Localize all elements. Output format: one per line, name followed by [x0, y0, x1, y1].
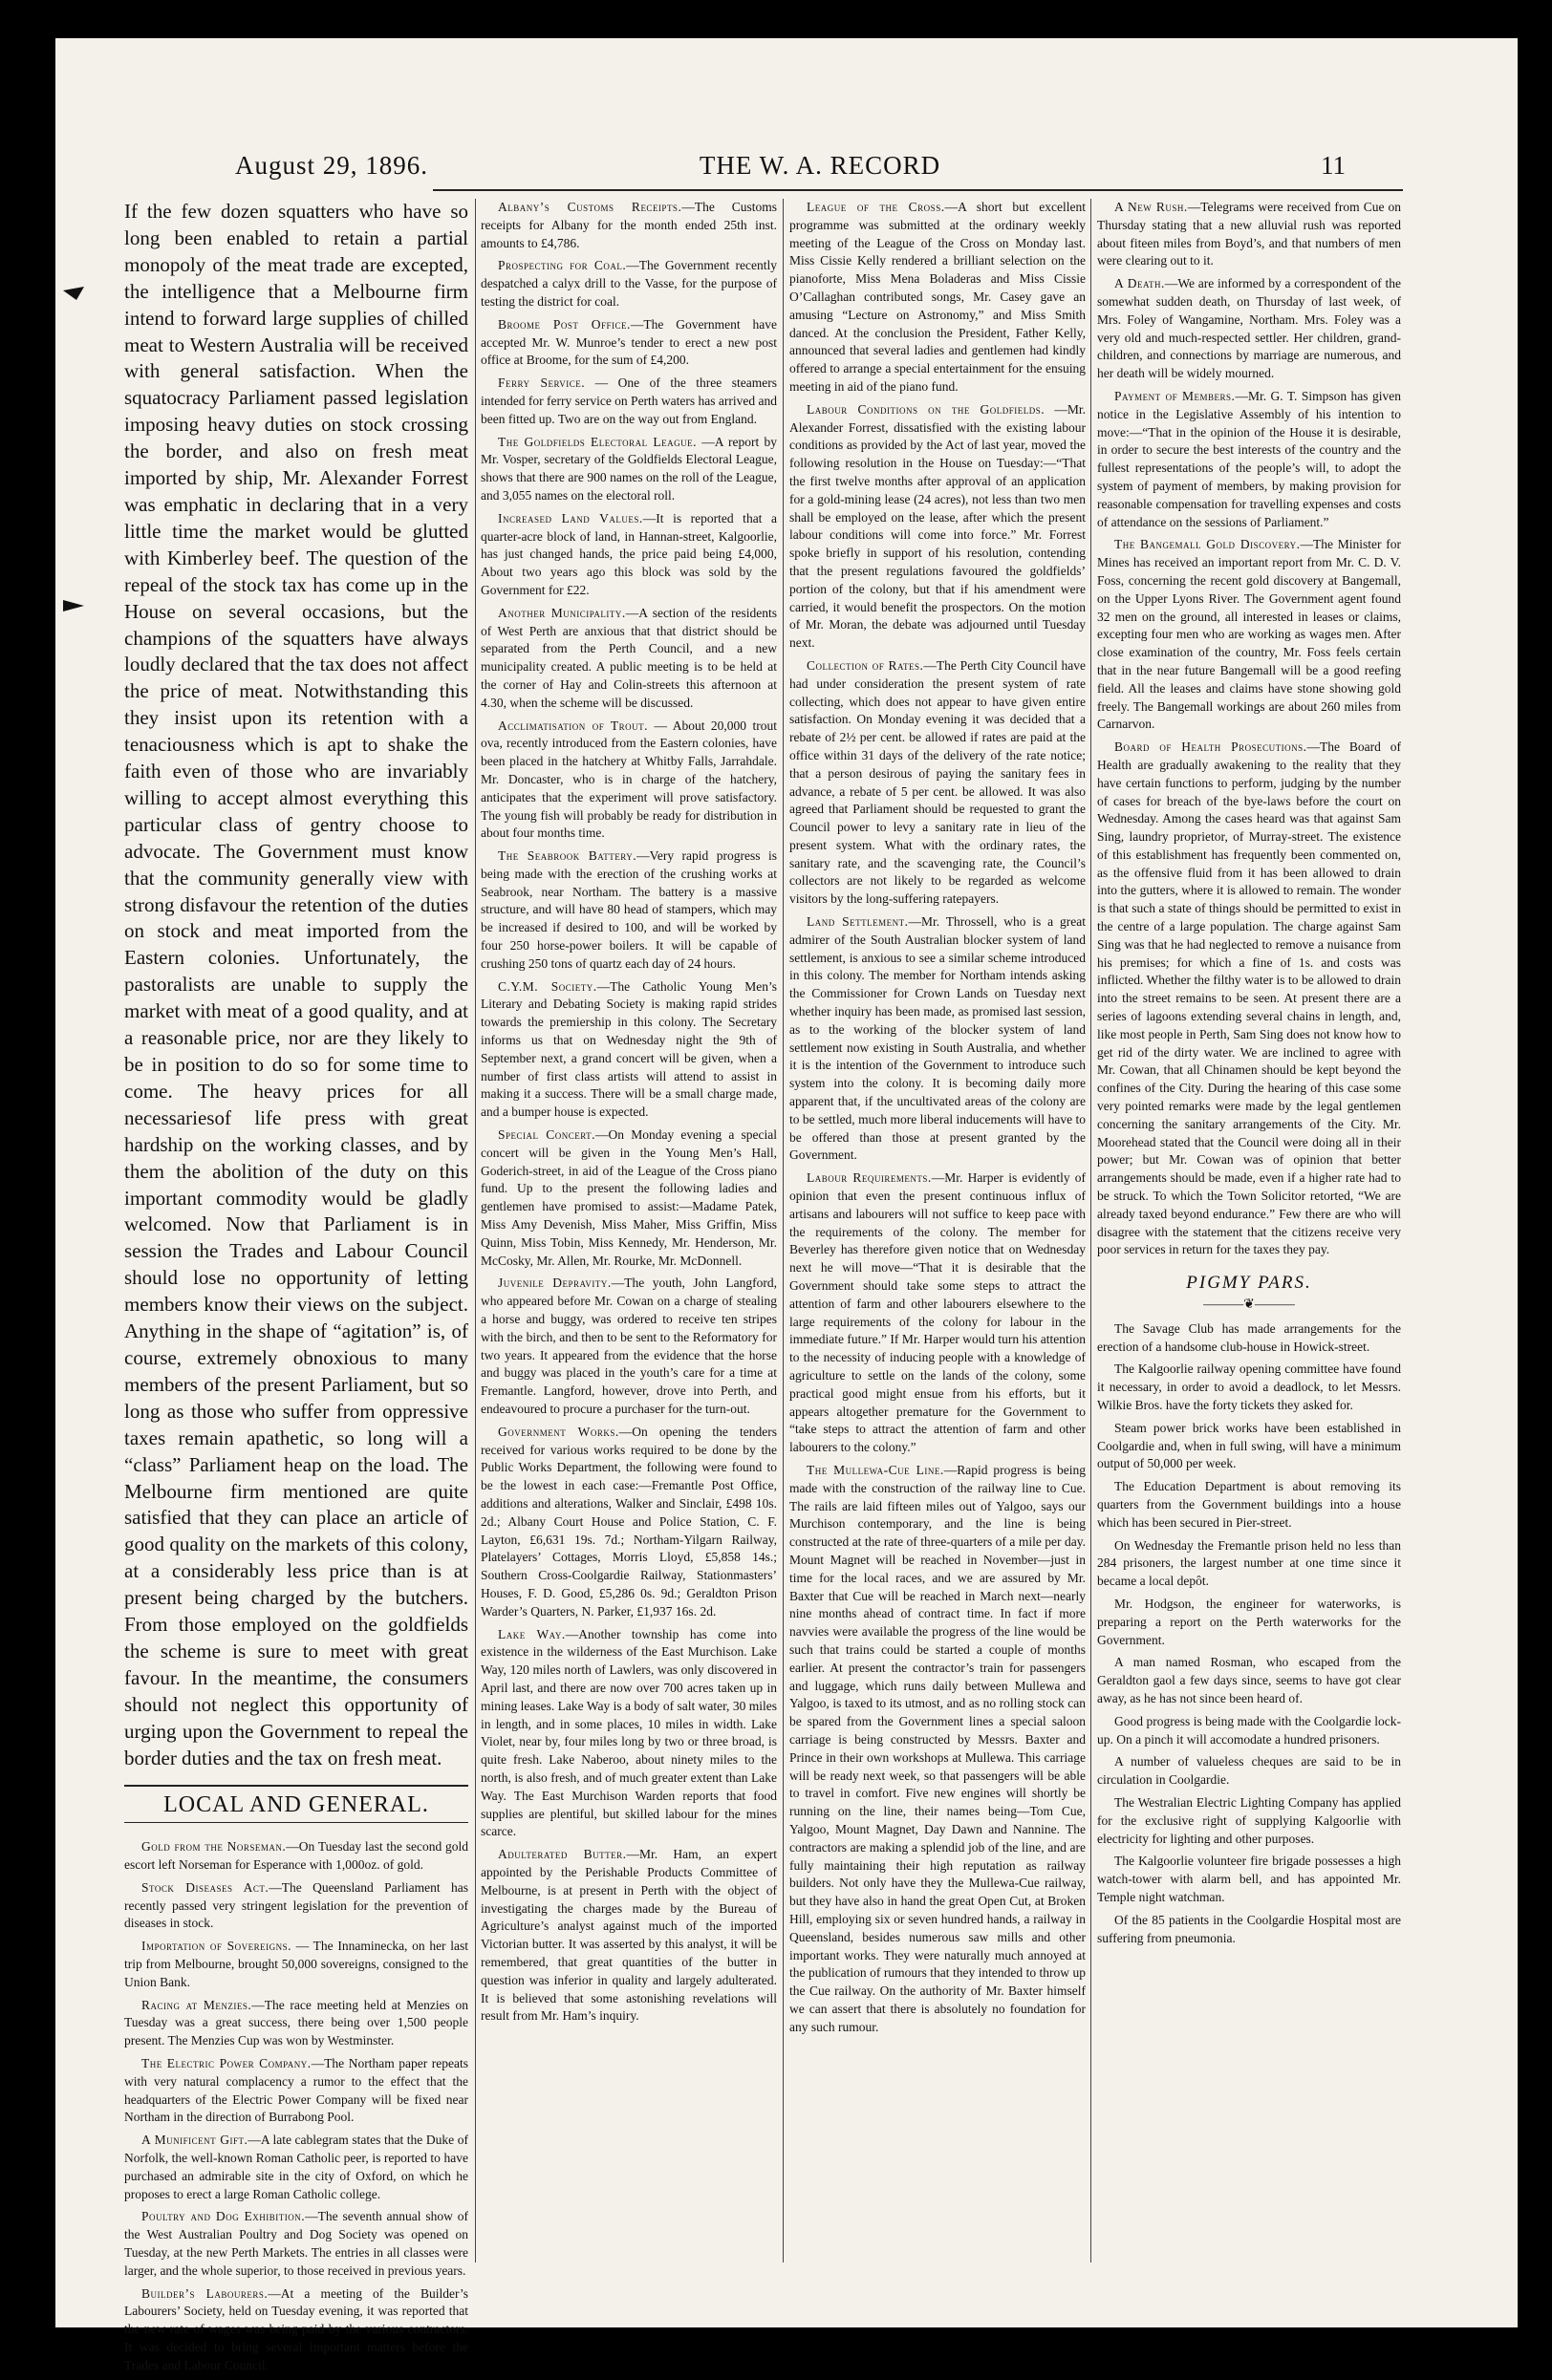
news-item-text: —The race meeting held at Menzies on Tuesday was a great success, there being over 1,500 people present. The Menzies Cup was won by Westminster. [124, 1997, 468, 2048]
news-item-heading: Juvenile Depravity. [498, 1276, 612, 1291]
column-2 [481, 199, 777, 2030]
page-number: 11 [1321, 151, 1346, 180]
pigmy-item: The Education Department is about removing its quarters from the Government buildings into a house which has been secured in Pier-street. [1097, 1479, 1401, 1530]
news-item-heading: C.Y.M. Society. [498, 978, 597, 994]
news-item-heading: Payment of Members. [1114, 388, 1236, 403]
news-item-heading: Increased Land Values. [498, 510, 643, 525]
page-margin-mark [63, 287, 84, 300]
news-item [789, 199, 1086, 397]
news-item-text: —Mr. G. T. Simpson has given notice in the Legislative Assembly of his intention to move:—“That in the opinion of the House it is desirable, in order to secure the best interests of the country and the fullest representations of the people’s will, to adopt the system of payment of members, by making provision for reasonable compensation for travelling expenses and costs of attendance on the sessions of Parliament.” [1097, 388, 1401, 529]
news-item-text: —The seventh annual show of the West Australian Poultry and Dog Society was opened on Tuesday, at the new Perth Markets. The entries in all classes were larger, and the whole superior, to those received in previous years. [124, 2209, 468, 2278]
column-divider [783, 199, 784, 2262]
news-item-text: —Another township has come into existence in the wilderness of the East Murchison. Lake Way, 120 miles north of Lawlers, was only discovered in April last, and there are now over 700 acres taken up in mining leases. Lake Way is a body of salt water, 30 miles in length, and in some places, 10 miles in width. Lake Violet, near by, four miles long by two or three broad, is quite fresh. Lake Naberoo, about ninety miles to the north, is also fresh, and of much greater extent than Lake Way. The East Murchison Warden reports that food supplies are plentiful, but skilled labour for the mines scarce. [481, 1626, 777, 1839]
pigmy-item: The Kalgoorlie railway opening committee have found it necessary, in order to avoid a deadlock, to let Messrs. Wilkie Bros. have the forty tickets they asked for. [1097, 1362, 1401, 1412]
news-item-text: —The Queensland Parliament has recently passed very stringent legislation for the prevention of diseases in stock. [124, 1879, 469, 1931]
news-item-heading: Collection of Rates. [807, 657, 924, 673]
news-item-heading: Broome Post Office. [498, 316, 631, 332]
news-item-text: —On Monday evening a special concert will be given in the Young Men’s Hall, Goderich-street, in aid of the League of the Cross piano fund. Up to the present the following ladies and gentlemen have promised to assist:—Madame Patek, Miss Amy Devenish, Miss Maher, Miss Griffin, Miss Quinn, Miss Tobin, Miss Kennedy, Mr. Henderson, Mr. McCosky, Mr. Allen, Mr. Rourke, Mr. McDonnell. [481, 1127, 777, 1268]
news-item [124, 2055, 468, 2127]
news-item [124, 1879, 468, 1933]
pigmy-item: Good progress is being made with the Coolgardie lock-up. On a pinch it will accomodate a hundred prisoners. [1097, 1713, 1401, 1747]
news-item-text: —The Government have accepted Mr. W. Munroe’s tender to erect a new post office at Broome, for the sum of £4,200. [481, 316, 778, 368]
news-item [481, 1846, 777, 2026]
news-item [789, 1169, 1086, 1457]
news-item-heading: A Munificent Gift. [141, 2133, 248, 2148]
news-item [481, 257, 777, 311]
news-item-heading: Special Concert. [498, 1127, 596, 1143]
news-item-heading: Adulterated Butter. [498, 1847, 627, 1862]
news-item [789, 913, 1086, 1165]
news-item [481, 1275, 777, 1418]
col1-items [124, 1838, 468, 2374]
col3-items [789, 199, 1086, 2036]
news-item-heading: Builder’s Labourers. [141, 2285, 269, 2301]
news-item [481, 1424, 777, 1621]
news-item [481, 1126, 777, 1270]
news-item-heading: Gold from the Norseman. [141, 1839, 287, 1855]
pigmy-item: The Savage Club has made arrangements for the erection of a handsome club-house in Howick-street. [1097, 1320, 1401, 1354]
news-item [481, 978, 777, 1122]
news-item [124, 1938, 468, 1991]
pigmy-item: A man named Rosman, who escaped from the Geraldton gaol a few days since, seems to have got clear away, as he has not since been heard of. [1097, 1655, 1401, 1705]
column-4 [1097, 199, 1401, 1952]
news-item-heading: Board of Health Prosecutions. [1114, 740, 1307, 755]
news-item [789, 657, 1086, 909]
news-item-text: —A short but excellent programme was submitted at the ordinary weekly meeting of the League of the Cross on Monday last. Miss Cissie Kelly rendered a brilliant selection on the pianoforte, Miss Mena Boladeras and Miss Cissie O’Callaghan contributed songs, Mr. Casey gave an amusing “Lecture on Astronomy,” and Miss Smith danced. At the conclusion the President, Father Kelly, announced that several ladies and gentlemen had kindly offered to arrange a special entertainment for the ensuing meeting in aid of the piano fund. [789, 200, 1086, 394]
news-item-heading: Ferry Service. [498, 375, 586, 391]
pigmy-items [1097, 1320, 1401, 1948]
news-item-text: —On Tuesday last the second gold escort left Norseman for Esperance with 1,000oz. of gold. [124, 1839, 468, 1873]
section-heading-local: LOCAL AND GENERAL. [124, 1785, 468, 1823]
issue-date: August 29, 1896. [235, 151, 429, 180]
news-item-text: —Telegrams were received from Cue on Thursday stating that a new alluvial rush was reported about fiteen miles from Boyd’s, and that numbers of men were clearing out to it. [1097, 200, 1401, 268]
news-item-text: —The youth, John Langford, who appeared before Mr. Cowan on a charge of stealing a horse and buggy, was ordered to receive ten stripes with the birch, and then to be sent to the Reformatory for two years. It appeared from the evidence that the horse and buggy was placed in the youth’s care for a time at Fremantle. Langford, however, drove into Perth, and endeavoured to procure a purchaser for the turn-out. [481, 1276, 777, 1416]
news-item-heading: The Mullewa-Cue Line. [807, 1462, 944, 1477]
news-item [481, 316, 777, 370]
column-3 [789, 199, 1086, 2041]
pigmy-item: Steam power brick works have been established in Coolgardie and, when in full swing, will have a minimum output of 50,000 per week. [1097, 1420, 1401, 1471]
news-item [124, 2132, 468, 2203]
lead-article [124, 199, 468, 1771]
news-item-text: —Mr. Throssell, who is a great admirer of the South Australian blocker system of land settlement, is anxious to see a similar scheme introduced in this colony. The member for Northam intends asking the Commissioner for Crown Lands on Tuesday next whether inquiry has been made, as promised last session, as to the working of the blocker system of land settlement now existing in South Australia, and whether it is the intention of the Government to introduce such system into the colony. It is becoming daily more apparent that, if the uncultivated areas of the colony are to be settled, much more liberal inducements will have to be offered than those at present granted by the Government. [789, 914, 1086, 1163]
news-item [789, 401, 1086, 653]
news-item-text: —The Catholic Young Men’s Literary and Debating Society is making rapid strides towards the premiership in this colony. The Secretary informs us that on Wednesday night the 9th of September next, a grand concert will be given, when a number of first class artists will attend to assist in making it a success. There will be a small charge made, and a bumper house is expected. [481, 978, 777, 1120]
news-item-heading: A New Rush. [1114, 200, 1188, 214]
ornament-divider: ———❦——— [1203, 1297, 1295, 1313]
news-item [1097, 739, 1401, 1259]
news-item-text: — About 20,000 trout ova, recently introduced from the Eastern colonies, have been placed in the hatchery at Whitby Falls, Jarrahdale. Mr. Doncaster, who is in charge of the hatchery, anticipates that the experiment will prove satisfactory. The young fish will probably be ready for distribution in about four months time. [481, 718, 777, 841]
news-item [124, 1997, 468, 2050]
lead-article-text: If the few dozen squatters who have so long been enabled to retain a partial monopoly of the meat trade are excepted, the intelligence that a Melbourne firm intend to forward large supplies of chilled meat to Western Australia will be received with general satisfaction. When the squatocracy Parliament passed legislation imposing heavy duties on stock crossing the border, and also on fresh meat imported by ship, Mr. Alexander Forrest was emphatic in declaring that in a very little time the market would be glutted with Kimberley beef. The question of the repeal of the stock tax has come up in the House on several occasions, but the champions of the squatters have always loudly declared that the tax does not affect the price of meat. Notwithstanding this they insist upon its retention with a tenaciousness which is apt to shake the faith even of those who are invariably willing to accept almost everything this particular class of gentry choose to advocate. The Government must know that the community generally view with strong disfavour the retention of the duties on stock and meat imported from the Eastern colonies. Unfortunately, the pastoralists are unable to supply the market with meat of a good quality, and at a reasonable price, nor are they likely to be in position to do so for some time to come. The heavy prices for all necessariesof life press with great hardship on the working classes, and by them the abolition of the duty on this important commodity would be gladly welcomed. Now that Parliament is in session the Trades and Labour Council should lose no opportunity of letting members know their views on the subject. Anything in the shape of “agitation” is, of course, extremely obnoxious to many members of the present Parliament, but so long as those who suffer from oppressive taxes remain apathetic, so long will a “class” Parliament heap on the load. The Melbourne firm mentioned are quite satisfied that they can place an article of good quality on the markets of this colony, at a considerably less price than is at present being charged by the butchers. From those employed on the goldfields the scheme is sure to meet with great favour. In the meantime, the consumers should not neglect this opportunity of urging upon the Government to repeal the border duties and the tax on fresh meat. [124, 200, 468, 1769]
news-item-heading: Importation of Sovereigns. [141, 1939, 292, 1954]
news-item [1097, 199, 1401, 270]
news-item-heading: Labour Requirements. [807, 1170, 932, 1186]
news-item-text: —The Government recently despatched a calyx drill to the Vasse, for the purpose of testing the district for coal. [481, 258, 777, 309]
news-item-text: —A section of the residents of West Perth are anxious that that district should be separated from the Perth Council, and a new municipality created. A public meeting is to be held at the corner of Hay and Colin-streets this afternoon at 4.30, when the scheme will be discussed. [481, 605, 777, 710]
news-item-text: — The Innaminecka, on her last trip from Melbourne, brought 50,000 sovereigns, consigned to the Union Bank. [124, 1939, 468, 1989]
pigmy-item: Of the 85 patients in the Coolgardie Hospital most are suffering from pneumonia. [1097, 1912, 1401, 1945]
news-item-text: —A report by Mr. Vosper, secretary of the Goldfields Electoral League, shows that there are 900 names on the roll of the League, and 3,055 names on the electoral roll. [481, 434, 777, 503]
news-item [124, 2208, 468, 2280]
news-item-text: —On opening the tenders received for various works required to be done by the Public Works Department, the following were found to be the lowest in each case:—Fremantle Post Office, additions and alterations, Walker and Sinclair, £498 10s. 2d.; Albany Court House and Police Station, C. F. Layton, £6,631 19s. 7d.; Northam-Yilgarn Railway, Platelayers’ Cottages, Morris Lloyd, £5,858 14s.; Southern Cross-Coolgardie Railway, Stationmasters’ Houses, F. D. Good, £5,286 0s. 9d.; Geraldton Prison Warder’s Quarters, N. Parker, £1,937 16s. 2d. [481, 1424, 777, 1619]
news-item-text: —At a meeting of the Builder’s Labourers’ Society, held on Tuesday evening, it was reported that the new rate of wages was being paid by the various contractors. It was decided to bring several important matters before the Trades and Labour Council. [124, 2285, 468, 2372]
news-item-text: —We are informed by a correspondent of the somewhat sudden death, on Thursday of last week, of Mrs. Foley of Wangamine, Northam. Mrs. Foley was a very old and much-respected settler. Her children, grand-children, and connections by marriage are numerous, and her death will be widely mourned. [1097, 276, 1401, 381]
news-item-heading: Acclimatisation of Trout. [498, 718, 649, 733]
news-item [481, 199, 777, 252]
newspaper-page [55, 38, 1518, 2372]
news-item-text: —The Board of Health are gradually awakening to the reality that they have certain functions to perform, judging by the number of cases for breach of the bye-laws before the court on Wednesday. Among the cases heard was that against Sam Sing, laundry proprietor, of Murray-street. The existence of this establishment has frequently been commented on, as the offensive fluid from it has been allowed to drain into the gutters, where it is allowed to remain. The wonder is that such a state of things should be permitted to exist in the centre of a large population. The charge against Sam Sing was that he had neglected to remove a nuisance from his premises; for which a fine of 1s. and costs was inflicted. Whether the filthy water is to be allowed to drain into the street remains to be seen. At present there are a series of lagoons extending several chains in length, and, like most people in Perth, Sam Sing does not know how to get rid of the dirty water. We are inclined to agree with Mr. Cowan, that all Chinamen should be kept beyond the confines of the City. During the hearing of this case some very pointed remarks were made by the legal gentlemen concerning the sanitary arrangements of the City. Mr. Moorehead stated that the Council were doing all in their power; but Mr. Cowan was of opinion that better arrangements should be made, even if a higher rate had to be struck. To which the Town Solicitor retorted, “We are already taxed beyond endurance.” Few there are who will disagree with the statement that the citizens receive very poor services in return for the taxes they pay. [1097, 740, 1401, 1257]
news-item-text: —A late cablegram states that the Duke of Norfolk, the well-known Roman Catholic peer, is reported to have purchased an admirable site in the city of Oxford, on which he proposes to erect a large Roman Catholic college. [124, 2133, 468, 2201]
news-item-heading: Lake Way. [498, 1626, 566, 1641]
news-item-heading: A Death. [1114, 276, 1165, 291]
page-margin-mark [63, 600, 84, 613]
news-item-text: —The Customs receipts for Albany for the month ended 25th inst. amounts to £4,786. [481, 200, 777, 250]
pigmy-item: The Westralian Electric Lighting Company has applied for the exclusive right of supplying Kalgoorlie with electricity for lighting and other purposes. [1097, 1794, 1401, 1846]
news-item-heading: Prospecting for Coal. [498, 258, 627, 273]
news-item-heading: Albany’s Customs Receipts. [498, 200, 682, 214]
news-item-text: —Mr. Alexander Forrest, dissatisfied with the existing labour conditions as provided by the Act of last year, moved the following resolution in the House on Tuesday:—“That the first twelve months after approval of an application for a gold-mining lease (24 acres), not less than two men shall be employed on the lease, after which the present labour conditions will come into force.” Mr. Forrest spoke briefly in support of his resolution, contending that the present regulations favoured the goldfields’ portion of the colony, but that if his amendment were carried, it would benefit the prospectors. On the motion of Mr. Moran, the debate was adjourned until Tuesday next. [789, 401, 1086, 651]
news-item-text: —The Minister for Mines has received an important report from Mr. C. D. V. Foss, concerning the recent gold discovery at Bangemall, on the Upper Lyons River. The Government agent found 32 men on the ground, all interested in leases or claims, excepting four men who are working as wages men. After close examination of the country, Mr. Foss feels certain that in the near future Bangemall will be a good reefing field. All the leases and claims have stone showing gold freely. The Bangemall workings are about 260 miles from Carnarvon. [1097, 537, 1402, 732]
news-item-heading: Poultry and Dog Exhibition. [141, 2209, 306, 2224]
news-item-text: —Very rapid progress is being made with the erection of the crushing works at Seabrook, near Northam. The battery is a massive structure, and will have 80 head of stampers, which may be increased if desired to 100, and will be worked by four 250 horse-power boilers. It will be capable of crushing 250 tons of quartz each day of 24 hours. [481, 848, 777, 971]
section-heading-pigmy: PIGMY PARS. [1186, 1273, 1312, 1294]
news-item [124, 1838, 468, 1875]
news-item-text: —It is reported that a quarter-acre block of land, in Hannan-street, Kalgoorlie, has just changed hands, the price paid being £4,000, About two years ago this block was sold by the Government for £22. [481, 510, 777, 597]
news-item-text: —Mr. Harper is evidently of opinion that even the present continuous influx of artisans and labourers will not suffice to keep pace with the requirements of the colony. The member for Beverley has therefore given notice that on Wednesday next he will move—“That it is desirable that the Government should take some steps to attract the attention of farm and other labourers elsewhere to the large requirements of the colony for labour in the immediate future.” If Mr. Harper would turn his attention to the necessity of inducing people with a knowledge of agriculture to settle on the lands of the colony, some practical good might ensue from his efforts, but it appears altogether premature for the Government to “take steps to attract the attention of farm and other labourers to the colony.” [789, 1170, 1086, 1455]
news-item [481, 375, 777, 428]
pigmy-item: A number of valueless cheques are said to be in circulation in Coolgardie. [1097, 1754, 1401, 1788]
news-item [1097, 275, 1401, 383]
news-item-heading: The Bangemall Gold Discovery. [1114, 537, 1301, 552]
col4-items [1097, 199, 1401, 1259]
masthead-title: THE W. A. RECORD [699, 151, 941, 180]
news-item-heading: The Goldfields Electoral League. [498, 434, 697, 449]
news-item [481, 718, 777, 844]
news-item [481, 847, 777, 974]
news-item [481, 1626, 777, 1842]
header-rule [433, 189, 1403, 191]
news-item-heading: Land Settlement. [807, 914, 909, 930]
pigmy-item: Mr. Hodgson, the engineer for waterworks, is preparing a report on the Perth waterworks for the Government. [1097, 1596, 1401, 1647]
news-item [481, 605, 777, 713]
pigmy-item: The Kalgoorlie volunteer fire brigade possesses a high watch-tower with alarm bell, and has appointed Mr. Temple night watchman. [1097, 1854, 1401, 1904]
news-item-text: —Mr. Ham, an expert appointed by the Perishable Products Committee of Melbourne, is at present in Perth with the object of investigating the charges made by the Bureau of Agriculture’s analyst against much of the imported Victorian butter. It was asserted by this analyst, it will be remembered, that great quantities of the butter in question was inferior in quality and largely adulterated. It is believed that some astonishing revelations will result from Mr. Ham’s inquiry. [481, 1847, 778, 2024]
page-header [180, 151, 1460, 189]
news-item-text: — One of the three steamers intended for ferry service on Perth waters has arrived and been fitted up. Two are on the way out from England. [481, 375, 777, 426]
news-item-heading: The Seabrook Battery. [498, 848, 637, 864]
news-item [1097, 388, 1401, 531]
news-item [1097, 536, 1401, 734]
column-1 [124, 199, 468, 2380]
news-item-heading: League of the Cross. [807, 200, 945, 214]
news-item [481, 434, 777, 505]
news-item [124, 2285, 468, 2375]
column-divider [1090, 199, 1091, 2262]
news-item-heading: The Electric Power Company. [141, 2056, 312, 2071]
pigmy-item: On Wednesday the Fremantle prison held no less than 284 prisoners, the largest number at one time since it became a local depôt. [1097, 1537, 1401, 1589]
news-item-heading: Another Municipality. [498, 605, 626, 620]
news-item-heading: Racing at Menzies. [141, 1997, 252, 2012]
col2-items [481, 199, 777, 2026]
column-divider [475, 199, 476, 2262]
news-item-text: —The Perth City Council have had under consideration the present system of rate collecting, which does not appear to have given entire satisfaction. On Monday evening it was decided that a rebate of 2½ per cent. be allowed if rates are paid at the office within 31 days of the delivery of the rate notice; that a person desirous of paying the sanitary fees in advance, a rebate of 5 per cent. be allowed. It was also agreed that Parliament should be requested to grant the Council power to levy a sanitary rate in lieu of the present system. What with the ordinary rates, the sanitary rate, and the scavenging rate, the Council’s collectors are not likely to be regarded as welcome visitors by the long-suffering ratepayers. [789, 657, 1086, 907]
news-item-text: —The Northam paper repeats with very natural complacency a rumor to the effect that the headquarters of the Electric Power Company will be fixed near Northam in the direction of Burrabong Pool. [124, 2056, 468, 2125]
news-item-text: —Rapid progress is being made with the construction of the railway line to Cue. The rails are laid fifteen miles out of Yalgoo, says our Murchison contemporary, and the line is being constructed at the rate of three-quarters of a mile per day. Mount Magnet will be reached in November—just in time for the local races, and we are assured by Mr. Baxter that Cue will be reached in March next—nearly nine months ahead of contract time. In fact if more navvies were available the progress of the line would be such that trains could be started a couple of months earlier. At present the contractor’s train for passengers and luggage, which runs daily between Mullewa and Yalgoo, is taxed to its utmost, and as no rolling stock can be spared from the Government lines a special saloon carriage is being constructed by Messrs. Baxter and Prince in their own workshops at Mullewa. This carriage will be ready next week, so that passengers will be able to travel in comfort. Five new engines will shortly be running on the line, their names being—Tom Cue, Yalgoo, Mount Magnet, Day Dawn and Nannine. The contractors are making a splendid job of the line, and are fully maintaining their high reputation as railway builders. Not only have they the Mullewa-Cue railway, but they have also in hand the great Open Cut, at Broken Hill, employing six or seven hundred hands, a railway in Queensland, besides numerous saw mills and other important works. They were naturally much annoyed at the publication of rumours that they intended to throw up the Cue railway. On the authority of Mr. Baxter himself we can assert that there is absolutely no foundation for any such rumour. [789, 1462, 1086, 2034]
news-item-heading: Stock Diseases Act. [141, 1879, 269, 1895]
news-item [789, 1462, 1086, 2037]
news-item [481, 510, 777, 600]
news-item-heading: Government Works. [498, 1424, 619, 1439]
news-item-heading: Labour Conditions on the Goldfields. [807, 401, 1045, 417]
